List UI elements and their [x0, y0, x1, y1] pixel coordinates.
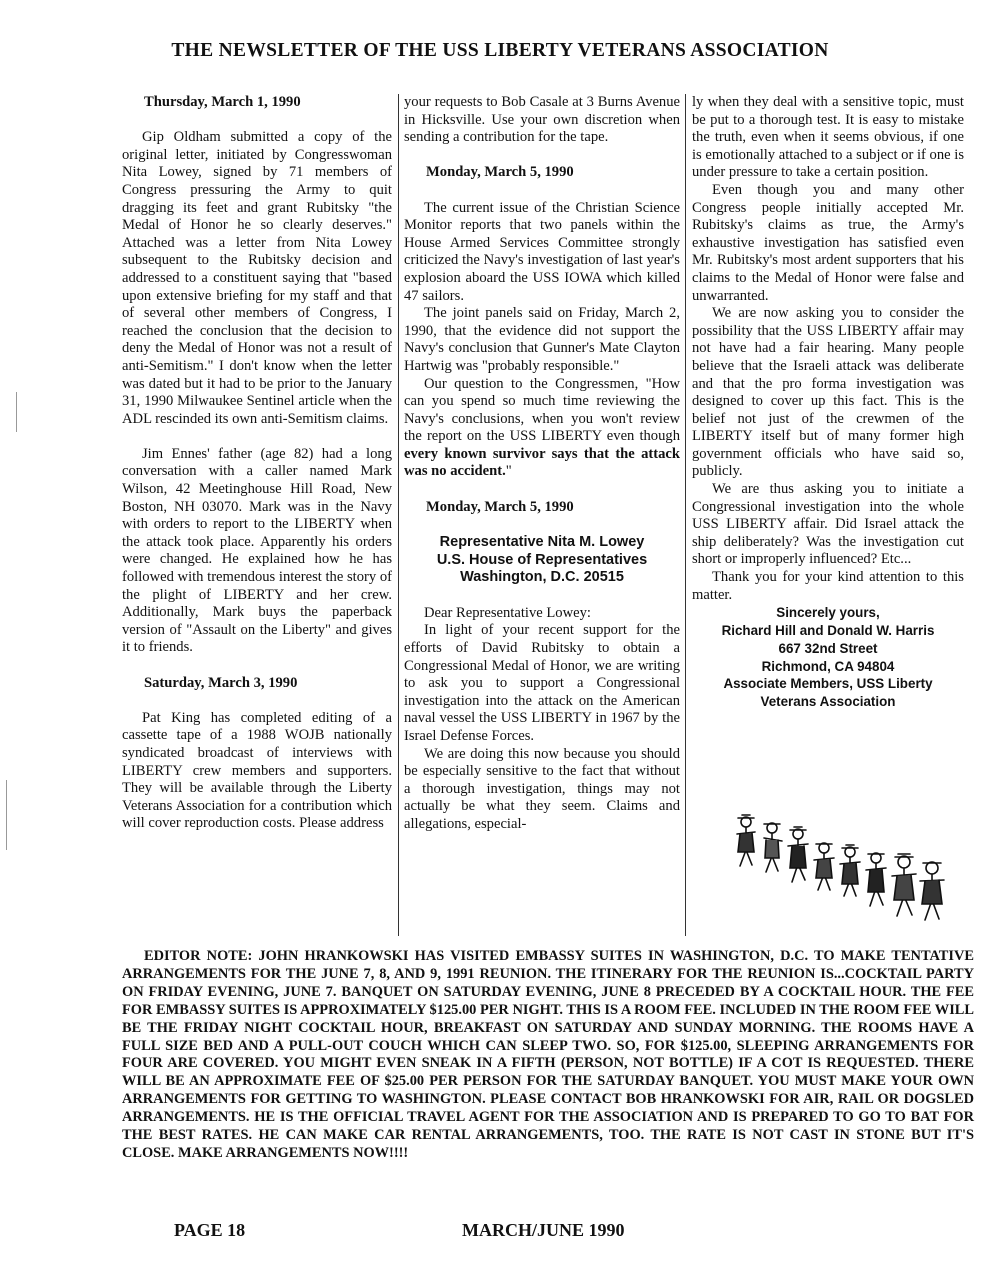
article-paragraph: Gip Oldham submitted a copy of the original letter, initiated by Congresswoman Nita Lowey, signed by 71 members of Congress pressuring the Army to quit dragging its feet and grant Rubitsky "the Medal of Honor he so clearly deserves." Attached was a letter from Nita Lowey subsequent to the Rubitsky decision and addressed to a constituent saying that "based upon extensive briefing for my staff and that of several other members of Congress, I reached the conclusion that the decision to deny the Medal of Honor was not a result of anti-Semitism." I don't know when the letter was dated but it had to be prior to the January 31, 1990 Milwaukee Sentinel article when the ADL rescinded its own anti-Semitism claims. — [122, 129, 392, 427]
article-paragraph: your requests to Bob Casale at 3 Burns Avenue in Hicksville. Use your own discretion when sending a contribution for the tape. — [404, 94, 680, 146]
signature-affiliation: Associate Members, USS Liberty — [723, 676, 933, 692]
recipient-name: Representative Nita M. Lowey — [439, 533, 645, 550]
article-paragraph: Pat King has completed editing of a cassette tape of a 1988 WOJB nationally syndicated broadcast of interviews with LIBERTY crew members and supporters. They will be available through the Liberty Veterans Association for a contribution which will cover reproduction costs. Please address — [122, 709, 392, 832]
letter-paragraph: We are doing this now because you should be especially sensitive to the fact that without a thorough investigation, things may not actually be what they seem. Claims and allegations, especial- — [404, 745, 680, 832]
column-divider — [685, 94, 686, 936]
signature-names: Richard Hill and Donald W. Harris — [721, 623, 935, 639]
letter-salutation: Dear Representative Lowey: — [424, 604, 591, 621]
page-number: PAGE 18 — [174, 1220, 246, 1240]
masthead-title: THE NEWSLETTER OF THE USS LIBERTY VETERANS ASSOCIATION — [171, 40, 829, 61]
group-of-figures-sketch-icon — [726, 808, 958, 926]
letter-paragraph: Thank you for your kind attention to this matter. — [692, 569, 964, 603]
editor-note — [122, 948, 974, 1163]
recipient-office: U.S. House of Representatives — [436, 551, 648, 568]
question-text: Our question to the Congressmen, "How can you spend so much time reviewing the Navy's conclusions, when you won't review the report on the USS LIBERTY even though — [404, 375, 680, 445]
signature-city: Richmond, CA 94804 — [761, 658, 895, 674]
letter-paragraph: Even though you and many other Congress people initially accepted Mr. Rubitsky's claims as true, the Army's exhaustive investigation has satisfied even Mr. Rubitsky's most ardent supporters that his claims to the Medal of Honor were false and unwarranted. — [692, 181, 964, 304]
column-divider — [398, 94, 399, 936]
date-heading: Monday, March 5, 1990 — [426, 498, 574, 515]
article-paragraph: The joint panels said on Friday, March 2, 1990, that the evidence did not support the Navy's conclusion that Gunner's Mate Clayton Hartwig was "probably responsible." — [404, 305, 680, 374]
letter-paragraph: ly when they deal with a sensitive topic, must be put to a thorough test. It is easy to mistake the truth, even when it seems obvious, if one is emotionally attached to a subject or if one is under pressure to take a certain position. — [692, 94, 964, 181]
recipient-city: Washington, D.C. 20515 — [460, 569, 624, 586]
article-paragraph: The current issue of the Christian Science Monitor reports that two panels within the House Armed Services Committee strongly criticized the Navy's investigation of last year's explosion aboard the USS IOWA which killed 47 sailors. — [404, 199, 680, 304]
editor-note-text: EDITOR NOTE: JOHN HRANKOWSKI HAS VISITED EMBASSY SUITES IN WASHINGTON, D.C. TO MAKE TENTATIVE ARRANGEMENTS FOR THE JUNE 7, 8, AND 9, 1991 REUNION. THE ITINERARY FOR THE REUNION IS...COCKTAIL PARTY ON FRIDAY EVENING, JUNE 7. BANQUET ON SATURDAY EVENING, JUNE 8 PRECEDED BY A COCKTAIL HOUR. THE FEE FOR EMBASSY SUITES IS APPROXIMATELY $125.00 PER NIGHT. THIS IS A ROOM FEE. INCLUDED IN THE ROOM FEE WILL BE THE FRIDAY NIGHT COCKTAIL HOUR, BREAKFAST ON SATURDAY AND SUNDAY MORNING. THE ROOMS HAVE A FULL SIZE BED AND A PULL-OUT COUCH WHICH CAN SLEEP TWO. SO, FOR $125.00, SLEEPING ARRANGEMENTS FOR FOUR ARE COVERED. YOU MIGHT EVEN SNEAK IN A FIFTH (PERSON, NOT BOTTLE) IF A COT IS REQUESTED. THERE WILL BE AN APPROXIMATE FEE OF $25.00 PER PERSON FOR THE SATURDAY BANQUET. YOU MUST MAKE YOUR OWN ARRANGEMENTS FOR GETTING TO WASHINGTON. PLEASE CONTACT BOB HRANKOWSKI FOR AIR, RAIL OR DOGSLED ARRANGEMENTS. HE IS THE OFFICIAL TRAVEL AGENT FOR THE ASSOCIATION AND IS PREPARED TO GO TO BAT FOR THE BEST RATES. HE CAN MAKE CAR RENTAL ARRANGEMENTS, TOO. THE RATE IS NOT CAST IN STONE BUT IT'S CLOSE. MAKE ARRANGEMENTS NOW!!!! — [122, 948, 974, 1161]
signature-street: 667 32nd Street — [778, 640, 878, 656]
letter-paragraph: We are thus asking you to initiate a Congressional investigation into the whole USS LIBERTY affair. Did Israel attack the ship deliberately? Was the investigation cut short or improperly influenced? Etc... — [692, 481, 964, 568]
issue-date: MARCH/JUNE 1990 — [462, 1220, 625, 1240]
signature-closing: Sincerely yours, — [776, 605, 880, 621]
letter-paragraph: We are now asking you to consider the possibility that the USS LIBERTY affair may not have had a fair hearing. Many people believe that the Israeli attack was deliberate and that the pro forma investigation was designed to cover up this fact. This is the belief not just of the crewmen of the LIBERTY itself but of many former high government officials who have said so, publicly. — [692, 305, 964, 480]
article-paragraph: Jim Ennes' father (age 82) had a long conversation with a caller named Mark Wilson, 42 Meetinghouse Hill Road, New Boston, NH 03070. Mark was in the Navy with orders to report to the LIBERTY when the attack took place. Apparently his orders were changed. He explained how he has followed with tremendous interest the story of the plight of LIBERTY and her crew. Additionally, Mark buys the paperback version of "Assault on the Liberty" and gives it to friends. — [122, 445, 392, 656]
scan-mark — [16, 392, 17, 432]
column-1 — [122, 94, 392, 936]
date-heading: Saturday, March 3, 1990 — [144, 674, 298, 691]
closing-quote: " — [505, 463, 512, 480]
date-heading: Monday, March 5, 1990 — [426, 164, 574, 181]
scan-mark — [6, 780, 7, 850]
article-paragraph — [404, 376, 680, 482]
emphasis-text: every known survivor says that the attack was no accident. — [404, 445, 680, 480]
signature-affiliation-cont: Veterans Association — [760, 694, 896, 710]
letter-paragraph: In light of your recent support for the efforts of David Rubitsky to obtain a Congressional Medal of Honor, we are writing to ask you to support a Congressional investigation into the attack on the American naval vessel the USS LIBERTY in 1967 by the Israel Defense Forces. — [404, 622, 680, 744]
date-heading: Thursday, March 1, 1990 — [144, 94, 301, 110]
column-2 — [404, 94, 680, 936]
